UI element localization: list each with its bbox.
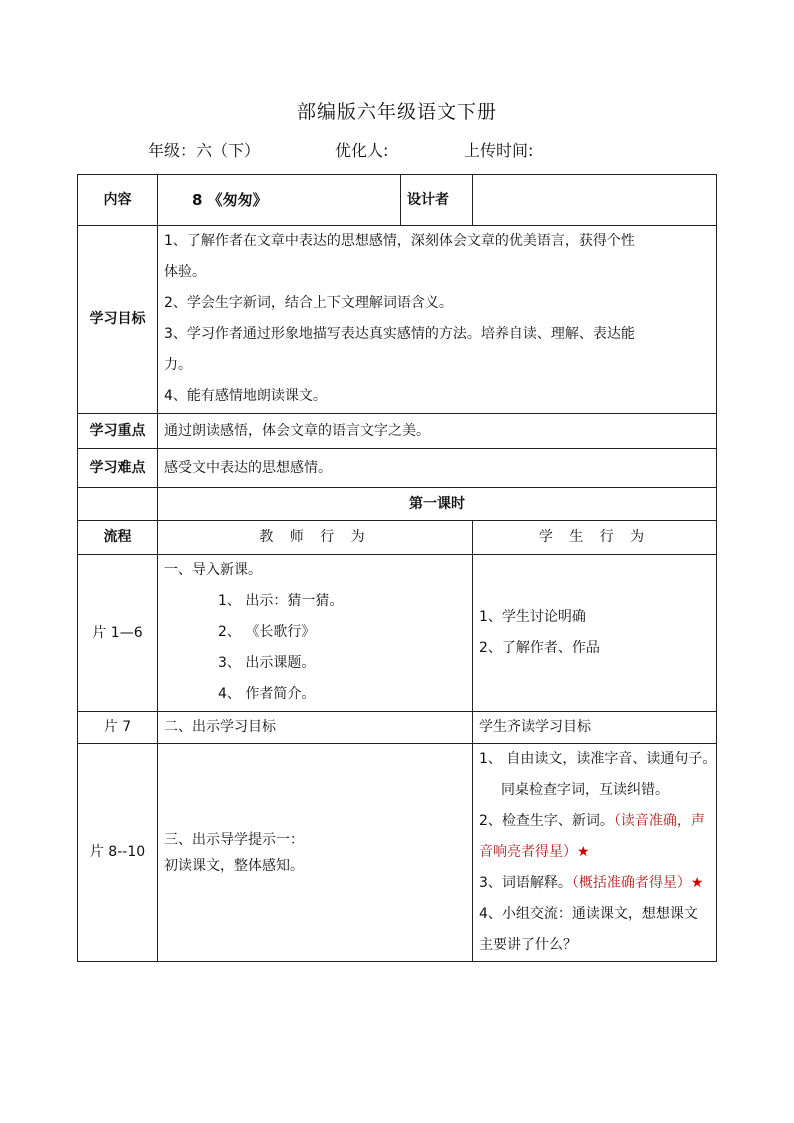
designer-label: 设计者 [401,175,473,226]
header-row [78,175,717,226]
key-point-row [78,414,717,449]
content-label: 内容 [78,175,158,226]
flow-row [78,712,717,744]
empty-cell [78,488,158,521]
document-title: 部编版六年级语文下册 [296,101,497,123]
student-actions [473,744,717,962]
objective-line: 力。 [164,357,192,373]
objectives-label: 学习目标 [78,226,158,414]
student-actions: 学生齐读学习目标 [473,712,717,744]
period-row [78,488,717,521]
scoring-rubric: （概括准确者得星） [571,875,691,891]
flow-row [78,555,717,712]
teacher-action-line: 1、 出示：猜一猜。 [218,593,344,609]
teacher-action-line: 三、出示导学提示一： [164,831,304,848]
objectives-row [78,226,717,414]
designer-value [473,175,717,226]
objectives-content [158,226,717,414]
difficulty-text: 感受文中表达的思想感情。 [158,449,717,488]
optimizer-label: 优化人: [335,141,389,160]
student-action-line [479,806,710,837]
teacher-action-line: 3、 出示课题。 [218,655,316,671]
flow-label: 片 1—6 [78,555,158,712]
objective-line: 2、学会生字新词，结合上下文理解词语含义。 [164,295,453,311]
teacher-header: 教 师 行 为 [158,521,473,555]
student-action-line: 主要讲了什么？ [479,937,577,953]
objective-line: 1、了解作者在文章中表达的思想感情，深刻体会文章的优美语言，获得个性 [164,233,635,249]
lesson-title: 8 《匆匆》 [158,175,401,226]
student-action-line: 4、小组交流：通读课文，想想课文 [479,906,698,922]
student-action-line [479,868,710,899]
student-action-text: 2、检查生字、新词。 [479,813,614,829]
objective-line: 4、能有感情地朗读课文。 [164,388,327,404]
teacher-action-line: 4、 作者简介。 [218,686,316,702]
teacher-action-line: 一、导入新课。 [164,562,262,578]
teacher-actions [158,555,473,712]
teacher-actions: 二、出示学习目标 [158,712,473,744]
scoring-rubric: 音响亮者得星） [479,844,577,860]
upload-time-label: 上传时间: [464,141,534,160]
period-title: 第一课时 [158,488,717,521]
objective-line: 体验。 [164,264,206,280]
scoring-rubric: （读音准确，声 [613,813,705,829]
flow-header: 流程 [78,521,158,555]
student-header: 学 生 行 为 [473,521,717,555]
teacher-action-line: 初读课文，整体感知。 [164,857,304,874]
column-header-row [78,521,717,555]
student-action-text: 3、词语解释。 [479,875,572,891]
student-actions [473,555,717,712]
star-icon: ★ [690,875,704,891]
student-action-line: 1、 自由读文，读准字音、读通句子。 [479,751,717,767]
student-action-line: 2、了解作者、作品 [479,640,600,656]
teacher-action-line: 2、 《长歌行》 [218,624,316,640]
grade-label: 年级：六（下） [148,141,261,160]
flow-label: 片 8--10 [78,744,158,962]
lesson-plan-table [77,174,717,962]
student-action-line [479,837,710,868]
flow-row [78,744,717,962]
student-action-line: 同桌检查字词，互读纠错。 [501,782,669,798]
key-point-label: 学习重点 [78,414,158,449]
difficulty-row [78,449,717,488]
difficulty-label: 学习难点 [78,449,158,488]
teacher-actions [158,744,473,962]
objective-line: 3、学习作者通过形象地描写表达真实感情的方法。培养自读、理解、表达能 [164,326,635,342]
flow-label: 片 7 [78,712,158,744]
star-icon: ★ [577,844,590,860]
key-point-text: 通过朗读感悟，体会文章的语言文字之美。 [158,414,717,449]
student-action-line: 1、学生讨论明确 [479,609,586,625]
